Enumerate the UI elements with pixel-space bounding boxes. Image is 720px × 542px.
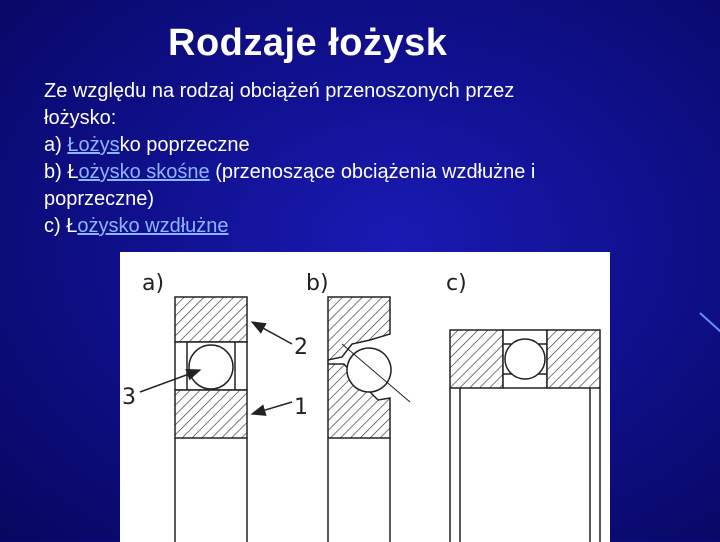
decorative-line: [699, 312, 720, 334]
item-a-prefix: a): [44, 134, 68, 156]
slide-title: Rodzaje łożysk: [168, 22, 448, 64]
label-b: b): [306, 271, 329, 296]
intro-line-1: Ze względu na rodzaj obciążeń przenoszonych przez: [44, 80, 515, 102]
label-c: c): [446, 271, 467, 296]
label-a: a): [142, 271, 165, 296]
item-c: [44, 213, 704, 240]
slide-body: [44, 78, 704, 240]
callout-3: 3: [122, 385, 136, 410]
item-b-prefix: b) Ł: [44, 161, 79, 183]
item-a-link[interactable]: Łożys: [67, 134, 120, 156]
intro-line-2: łożysko:: [44, 107, 117, 129]
callout-1: 1: [294, 395, 308, 420]
item-a: [44, 132, 704, 159]
angular-bearing-drawing: [328, 297, 410, 542]
item-c-link[interactable]: ożysko wzdłużne: [77, 215, 229, 237]
thrust-bearing-drawing: [450, 330, 600, 542]
bearing-diagram: [120, 252, 610, 542]
radial-bearing-drawing: [175, 297, 247, 542]
bearing-types-figure: [120, 252, 610, 542]
item-b-link[interactable]: ożysko skośne: [78, 161, 210, 183]
item-c-prefix: c) Ł: [44, 215, 78, 237]
callout-2: 2: [294, 335, 308, 360]
item-b: [44, 159, 704, 186]
item-b-continuation: poprzeczne): [44, 188, 155, 210]
item-b-rest: (przenoszące obciążenia wzdłużne i: [209, 161, 536, 183]
item-a-rest: ko poprzeczne: [119, 134, 250, 156]
